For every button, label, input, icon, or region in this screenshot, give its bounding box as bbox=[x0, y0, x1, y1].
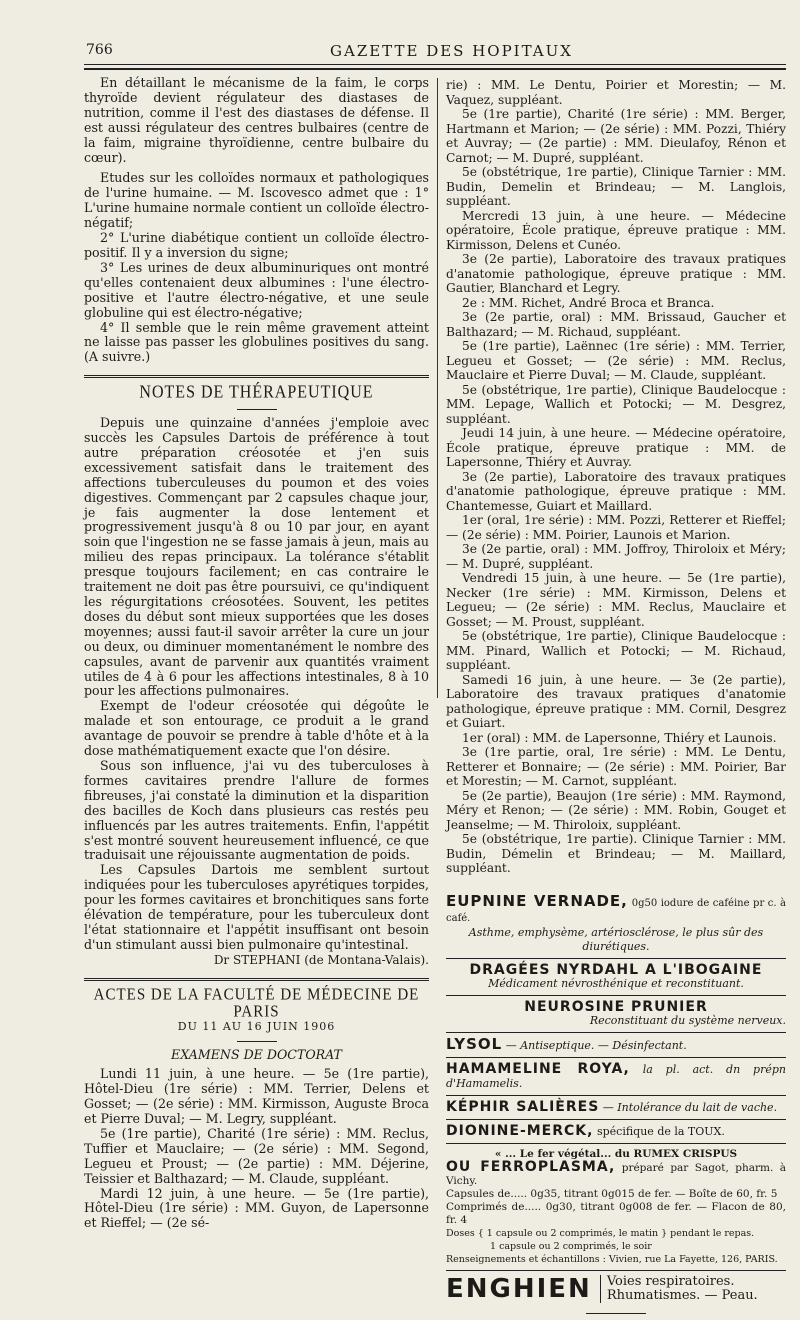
header-rule-2 bbox=[84, 68, 786, 70]
ad-rule bbox=[446, 995, 786, 996]
advertisements bbox=[446, 891, 786, 1314]
ad-rule bbox=[446, 1032, 786, 1033]
ad-line: Renseignements et échantillons : Vivien, rue La Fayette, 126, PARIS. bbox=[446, 1253, 778, 1265]
ad-line: 1 capsule ou 2 comprimés, le soir bbox=[490, 1240, 652, 1252]
paragraph: rie) : MM. Le Dentu, Poirier et Morestin; — M. Vaquez, suppléant. bbox=[446, 78, 786, 107]
paragraph: Etudes sur les colloïdes normaux et pathologiques de l'urine humaine. — M. Iscovesco admet que : 1° L'urine humaine normale contient un colloïde électro-négatif; bbox=[84, 170, 429, 231]
paragraph: 5e (obstétrique, 1re partie), Clinique Baudelocque : MM. Pinard, Wallich et Potocki; — M. Richaud, suppléant. bbox=[446, 629, 786, 672]
paragraph: 1er (oral, 1re série) : MM. Pozzi, Retterer et Rieffel; — (2e série) : MM. Poirier, Launois et Marion. bbox=[446, 513, 786, 542]
ad-lysol bbox=[446, 1034, 786, 1053]
ad-line: Voies respiratoires. bbox=[606, 1273, 735, 1289]
ad-rule bbox=[446, 1270, 786, 1271]
ad-line: Asthme, emphysème, artériosclérose, le plus sûr des diurétiques. bbox=[468, 925, 764, 953]
ad-line: la pl. act. dn prépn d'Hamamelis. bbox=[446, 1062, 786, 1090]
paragraph: Mardi 12 juin, à une heure. — 5e (1re partie), Hôtel-Dieu (1re série) : MM. Guyon, de Lapersonne et Rieffel; — (2e sé- bbox=[84, 1185, 429, 1231]
paragraph: Samedi 16 juin, à une heure. — 3e (2e partie), Laboratoire des travaux pratiques d'anatomie pathologique, épreuve pratique : MM. Cornil, Desgrez et Guiart. bbox=[446, 672, 786, 730]
ad-title: OU FERROPLASMA, bbox=[446, 1158, 616, 1175]
paragraph: 5e (1re partie), Charité (1re série) : MM. Berger, Hartmann et Marion; — (2e série) : MM. Pozzi, Thiéry et Auvray; — (2e partie) : MM. Dieulafoy, Rénon et Carnot; — M. Dupré, suppléant. bbox=[446, 107, 786, 165]
paragraph: Lundi 11 juin, à une heure. — 5e (1re partie), Hôtel-Dieu (1re série) : MM. Terrier, Delens et Gosset; — (2e série) : MM. Kirmisson, Auguste Broca et Pierre Duval; — M. Legry, suppléant. bbox=[84, 1066, 429, 1126]
paragraph: Depuis une quinzaine d'années j'emploie avec succès les Capsules Dartois de préférence à tout autre préparation créosotée et j'en suis excessivement satisfait dans le traitement des affections tuberculeuses du poumon et des voies digestives. Commençant par 2 capsules chaque jour, je fais augmenter la dose lentement et progressivement jusqu'à 8 ou 10 par jour, en ayant soin que l'ingestion ne se fasse jamais à jeun, mais au milieu des repas principaux. La tolérance s'établit presque toujours facilement; en cas contraire le traitement ne doit pas être poursuivi, ce qu'indiquent les régurgitations créosotées. Souvent, les petites doses du début sont mieux supportées que les doses moyennes; aussi faut-il savoir arrêter la cure un jour ou deux, ou diminuer momentanément le nombre des capsules, avant de parvenir aux quantités vraiment utiles de 4 à 6 pour les affections intestinales, 8 à 10 pour les affections pulmonaires. bbox=[84, 415, 429, 699]
paragraph: 4° Il semble que le rein même gravement atteint ne laisse pas passer les globulines positives du sang. (A suivre.) bbox=[84, 319, 429, 365]
paragraph: 5e (obstétrique, 1re partie), Clinique Baudelocque : MM. Lepage, Wallich et Potocki; — M. Desgrez, suppléant. bbox=[446, 382, 786, 426]
ad-title: KÉPHIR SALIÈRES bbox=[446, 1098, 600, 1115]
paragraph: 3e (2e partie, oral) : MM. Joffroy, Thiroloix et Méry; — M. Dupré, suppléant. bbox=[446, 542, 786, 571]
ad-title: LYSOL bbox=[446, 1034, 503, 1053]
paragraph: 2e : MM. Richet, André Broca et Branca. bbox=[462, 295, 715, 310]
sub-section-title: EXAMENS DE DOCTORAT bbox=[171, 1047, 342, 1063]
paragraph: 5e (2e partie), Beaujon (1re série) : MM. Raymond, Méry et Renon; — (2e série) : MM. Robin, Gouget et Jeanselme; — M. Thiroloix, suppléant. bbox=[446, 788, 786, 832]
ad-line: Comprimés de..... 0g30, titrant 0g008 de fer. — Flacon de 80, fr. 4 bbox=[446, 1200, 786, 1226]
paragraph: 2° L'urine diabétique contient un colloïde électro-positif. Il y a inversion du signe; bbox=[84, 230, 429, 260]
ad-enghien bbox=[446, 1275, 786, 1303]
ad-line: Rhumatismes. — Peau. bbox=[606, 1287, 758, 1303]
ad-ferroplasma bbox=[446, 1148, 786, 1266]
ad-line: Reconstituant du système nerveux. bbox=[589, 1013, 786, 1027]
paragraph: 3e (2e partie), Laboratoire des travaux pratiques d'anatomie pathologique, épreuve pratique : MM. Gautier, Blanchard et Legry. bbox=[446, 252, 786, 295]
ad-line: Doses { 1 capsule ou 2 comprimés, le matin } pendant le repas. bbox=[446, 1227, 755, 1239]
ad-title: DRAGÉES NYRDAHL A L'IBOGAINE bbox=[469, 961, 763, 978]
paragraph: En détaillant le mécanisme de la faim, le corps thyroïde devient régulateur des diastases de nutrition, comme il l'est des diastases de défense. Il est aussi régulateur des centres bulbaires (centre de la faim, migraine thyroïdienne, centre bulbaire du cœur). bbox=[84, 75, 429, 165]
paragraph: Jeudi 14 juin, à une heure. — Médecine opératoire, École pratique, épreuve pratique : MM. de Lapersonne, Thiéry et Auvray. bbox=[446, 426, 786, 469]
short-rule bbox=[237, 1041, 277, 1042]
ad-title: HAMAMELINE ROYA, bbox=[446, 1060, 630, 1077]
ad-rule bbox=[446, 1119, 786, 1120]
ad-line: Capsules de..... 0g35, titrant 0g015 de fer. — Boîte de 60, fr. 5 bbox=[446, 1187, 778, 1200]
paragraph: Sous son influence, j'ai vu des tuberculoses à formes cavitaires prendre l'allure de formes fibreuses, j'ai constaté la diminution et la disparition des bacilles de Koch dans plusieurs cas restés peu influencés par les autres traitements. Enfin, l'appétit s'est montré souvent heureusement influencé, ce que traduisait une réjouissante augmentation de poids. bbox=[84, 757, 429, 863]
ad-eupnine bbox=[446, 891, 786, 954]
ad-title: NEUROSINE PRUNIER bbox=[524, 998, 708, 1015]
paragraph: 3e (2e partie), Laboratoire des travaux pratiques d'anatomie pathologique, épreuve pratique : MM. Chantemesse, Guiart et Maillard. bbox=[446, 469, 786, 513]
section-title: ACTES DE LA FACULTÉ DE MÉDECINE DE PARIS bbox=[93, 985, 420, 1021]
ad-dionine bbox=[446, 1124, 786, 1139]
paragraph: Exempt de l'odeur créosotée qui dégoûte le malade et son entourage, ce produit a le grand avantage de pouvoir se prendre à table d'hôte et à la dose mathématiquement exacte que l'on désire. bbox=[84, 698, 429, 759]
ad-rule bbox=[446, 958, 786, 959]
section-title: NOTES DE THÉRAPEUTIQUE bbox=[139, 382, 374, 403]
paragraph: 3e (1re partie, oral, 1re série) : MM. Le Dentu, Retterer et Bonnaire; — (2e série) : MM. Poirier, Bar et Morestin; — M. Carnot, suppléant. bbox=[446, 745, 786, 788]
paragraph: 5e (1re partie), Laënnec (1re série) : MM. Terrier, Legueu et Gosset; — (2e série) : MM. Reclus, Mauclaire et Pierre Duval; — M. Claude, suppléant. bbox=[446, 339, 786, 382]
section-rule bbox=[84, 375, 429, 378]
paragraph: 3e (2e partie, oral) : MM. Brissaud, Gaucher et Balthazard; — M. Richaud, suppléant. bbox=[446, 310, 786, 339]
ad-subtitle: 0g50 iodure de caféine pr c. à café. bbox=[446, 897, 786, 924]
header-rule bbox=[84, 64, 786, 65]
running-title: GAZETTE DES HOPITAUX bbox=[330, 42, 573, 60]
ad-kephir bbox=[446, 1100, 786, 1115]
paragraph: 5e (obstétrique, 1re partie), Clinique Tarnier : MM. Budin, Demelin et Brindeau; — M. Langlois, suppléant. bbox=[446, 165, 786, 208]
ad-quote: « ... Le fer végétal... du RUMEX CRISPUS bbox=[494, 1147, 738, 1160]
right-column bbox=[446, 78, 786, 1320]
ad-subtitle: préparé par Sagot, pharm. à Vichy. bbox=[446, 1161, 786, 1187]
paragraph: 1er (oral) : MM. de Lapersonne, Thiéry et Launois. bbox=[462, 730, 777, 745]
section-rule bbox=[84, 978, 429, 981]
ad-dragees bbox=[446, 963, 786, 991]
ad-hamameline bbox=[446, 1062, 786, 1091]
ad-rule bbox=[446, 1057, 786, 1058]
ad-rule bbox=[446, 1143, 786, 1144]
ad-line: spécifique de la TOUX. bbox=[596, 1124, 725, 1138]
signature: Dr STEPHANI (de Montana-Valais). bbox=[213, 952, 429, 967]
section-subtitle: DU 11 AU 16 JUIN 1906 bbox=[177, 1020, 336, 1034]
ad-line: Médicament névrosthénique et reconstituant. bbox=[488, 976, 744, 990]
ad-rule bbox=[446, 1095, 786, 1096]
ad-rule bbox=[586, 1313, 646, 1314]
ad-title: ENGHIEN bbox=[446, 1273, 592, 1304]
paragraph: Vendredi 15 juin, à une heure. — 5e (1re partie), Necker (1re série) : MM. Kirmisson, Delens et Legueu; — (2e série) : MM. Reclus, Mauclaire et Gosset; — M. Proust, suppléant. bbox=[446, 571, 786, 629]
page-number: 766 bbox=[86, 42, 113, 58]
ad-line: — Antiseptique. — Désinfectant. bbox=[505, 1038, 687, 1052]
column-separator bbox=[437, 78, 438, 698]
ad-line: — Intolérance du lait de vache. bbox=[602, 1100, 778, 1114]
ad-title: EUPNINE VERNADE, bbox=[446, 891, 628, 910]
ad-neurosine bbox=[446, 1000, 786, 1028]
paragraph: 5e (obstétrique, 1re partie). Clinique Tarnier : MM. Budin, Démelin et Brindeau; — M. Maillard, suppléant. bbox=[446, 832, 786, 875]
ad-title: DIONINE-MERCK, bbox=[446, 1122, 594, 1139]
left-column bbox=[84, 76, 429, 1231]
paragraph: 3° Les urines de deux albuminuriques ont montré qu'elles contenaient deux albumines : l'une électro-positive et l'autre électro-négative, et une seule globuline qui est électro-négative; bbox=[84, 259, 429, 320]
paragraph: Mercredi 13 juin, à une heure. — Médecine opératoire, École pratique, épreuve pratique : MM. Kirmisson, Delens et Cunéo. bbox=[446, 208, 786, 252]
paragraph: Les Capsules Dartois me semblent surtout indiquées pour les tuberculoses apyrétiques torpides, pour les formes cavitaires et bronchitiques sans forte élévation de température, pour les tuberculeux dont l'état stationnaire et l'appétit insuffisant ont besoin d'un stimulant aussi bien pulmonaire qu'intestinal. bbox=[84, 862, 429, 952]
short-rule bbox=[237, 409, 277, 410]
paragraph: 5e (1re partie), Charité (1re série) : MM. Reclus, Tuffier et Mauclaire; — (2e série) : MM. Segond, Legueu et Proust; — (2e partie) : MM. Déjerine, Teissier et Balthazard; — M. Claude, suppléant. bbox=[84, 1125, 429, 1186]
